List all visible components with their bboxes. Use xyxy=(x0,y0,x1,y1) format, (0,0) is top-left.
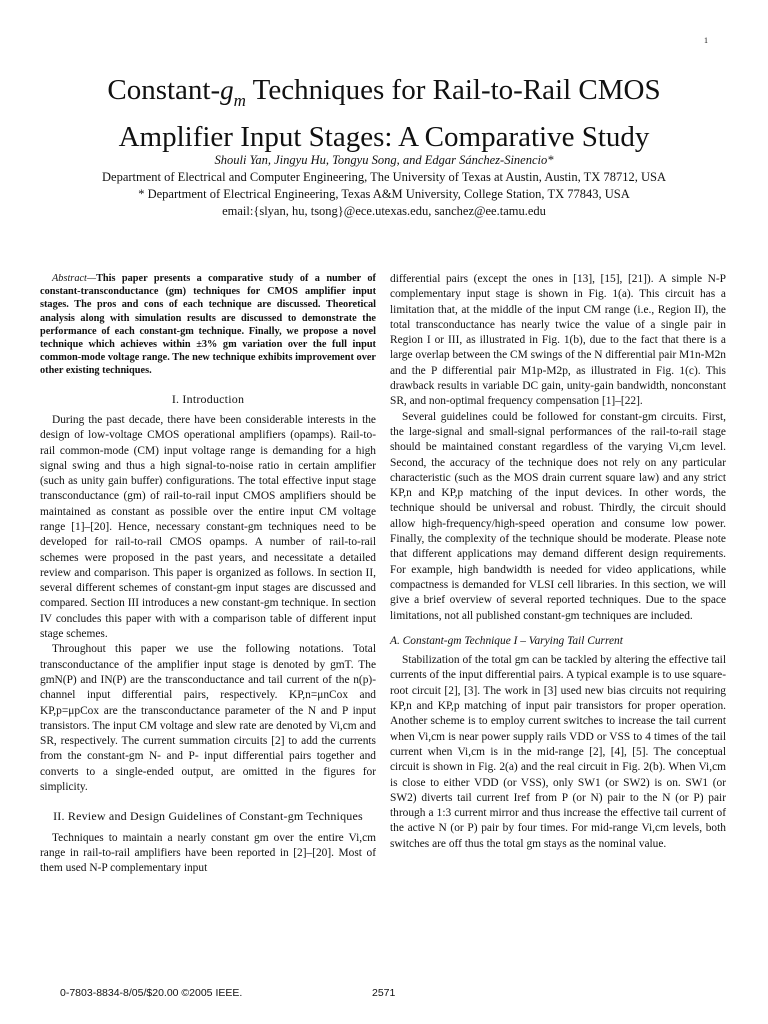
section-heading-introduction: I. Introduction xyxy=(171,391,245,406)
intro-paragraph-1: During the past decade, there have been considerable interests in the design of low-voltage CMOS operational amplifiers (opamps). Rail-to-rail common-mode (CM) input voltage range is demanding for a high signal swing and thus a high signal-to-noise ratio in certain amplifier (such as unity gain buffer) configurations. The total effective input stage transconductance (gm) of rail-to-rail input CMOS amplifiers should be maintained as constant as possible over the entire input CM voltage range [1]–[20]. Hence, necessary constant-gm techniques need to be developed for rail-to-rail CMOS opamps. A number of rail-to-rail schemes were proposed in the past years, and necessitate a detailed review and comparison. This paper is organized as follows. In section II, several different schemes of constant-gm input stages are discussed and compared. Section III introduces a new constant-gm technique. In section IV concludes this paper with with a comparison table of different input stage schemes. xyxy=(40,413,376,641)
page-number: 1 xyxy=(704,36,708,45)
intro-paragraph-2: Throughout this paper we use the following notations. Total transconductance of the amplifier input stage is denoted by gmT. The gmN(P) and IN(P) are the transconductance and tail current of the n(p)-channel input differential pairs, respectively. KP,n=μnCox and KP,p=μpCox are the transconductance parameter of the N and P input transistors. The input CM voltage and slew rate are denoted by Vi,cm and SR, respectively. The current summation circuits [2] to add the currents from the constant-gm N- and P- input differential pairs together and converts to a single-ended output, are omitted in the figures for simplicity. xyxy=(40,643,376,794)
left-column xyxy=(40,272,376,877)
right-column xyxy=(390,272,726,852)
review-paragraph-1-cont: differential pairs (except the ones in [13], [15], [21]). A simple N-P complementary input stage is shown in Fig. 1(a). This circuit has a limitation that, at the middle of the input CM range (i.e., Region II), the total transconductance has nearly twice the value of a single pair in Region I or III, as illustrated in Fig. 1(b), due to the fact that there is a large overlap between the CM swings of the N differential pair M1n-M2n and the P differential pair M1p-M2p, as illustrated in Fig. 1(c). This drawback results in variable DC gain, unity-gain bandwidth, nonconstant SR, and non-optimal frequency compensation [1]–[22]. xyxy=(390,273,726,408)
author-emails: email:{slyan, hu, tsong}@ece.utexas.edu, sanchez@ee.tamu.edu xyxy=(222,204,546,218)
review-paragraph-1-start: Techniques to maintain a nearly constant gm over the entire Vi,cm range in rail-to-rail amplifiers have been reported in [2]–[20]. Most of them used N-P complementary input xyxy=(40,831,376,875)
title-line2: Amplifier Input Stages: A Comparative Study xyxy=(118,120,650,153)
affiliation-ut-austin: Department of Electrical and Computer Engineering, The University of Texas at Austin, Austin, TX 78712, USA xyxy=(102,170,666,184)
author-list: Shouli Yan, Jingyu Hu, Tongyu Song, and Edgar Sánchez-Sinencio* xyxy=(214,153,554,167)
footer-page-number: 2571 xyxy=(372,987,396,999)
technique-1-paragraph: Stabilization of the total gm can be tackled by altering the effective tail currents of the input differential pairs. A typical example is to use square-root circuit [2], [3]. The work in [3] used new bias circuits not requiring KP,n and KP,p matching of input pair transistors for proper operation. Another scheme is to employ current switches to increase the tail current when Vi,cm is near power supply rails VDD or VSS to 4 times of the tail current when Vi,cm is in the mid-range [2], [4], [5]. The conceptual circuit is shown in Fig. 2(a) and the real circuit in Fig. 2(b). When Vi,cm is close to either VDD (or VSS), only SW1 (or SW2) is on. SW1 (or SW2) diverts tail current Iref from P (or N) pair to the N (or P) pair through a 1:3 current mirror and thus increase the effective tail current of the active N (or P) pair by four times. For mid-range Vi,cm levels, both switches are off thus the total gm stays as the nominal value. xyxy=(390,654,726,850)
affiliation-tamu: * Department of Electrical Engineering, Texas A&M University, College Station, TX 77843, USA xyxy=(138,187,630,201)
subsection-heading-technique-1: A. Constant-gm Technique I – Varying Tail Current xyxy=(390,634,623,647)
section-heading-review: II. Review and Design Guidelines of Constant-gm Techniques xyxy=(53,809,363,824)
abstract: Abstract—This paper presents a comparative study of a number of constant-transconductance (gm) techniques for CMOS amplifier input stages. The pros and cons of each technique are discussed. Theoretical analysis along with simulation results are discussed to demonstrate the performance of each constant-gm technique. Finally, we propose a novel technique which achieves within ±3% gm variation over the full input common-mode voltage range. The new technique exhibits improvement over other existing techniques. xyxy=(40,273,376,377)
title-line1: Constant-$g_m$ Techniques for Rail-to-Rail CMOS xyxy=(107,74,661,110)
copyright-footer: 0-7803-8834-8/05/$20.00 ©2005 IEEE. xyxy=(60,987,243,999)
review-paragraph-2: Several guidelines could be followed for constant-gm circuits. First, the large-signal and small-signal performances of the rail-to-rail stage should be maintained constant regardless of the varying Vi,cm level. Second, the accuracy of the technique does not rely on any particular characteristic (such as the MOS drain current square law) and any strict KP,n and KP,p matching of the input devices. In other words, the technique should be universal and robust. Thirdly, the circuit should allow high-frequency/high-speed operation and consume low power. Finally, the complexity of the technique should be moderate. Please note that different applications may demand different design requirements. For example, high bandwidth is needed for video applications, while compactness is demanded for VLSI cell libraries. In this section, we will give a brief overview of several reported techniques. Due to the space limitations, not all published constant-gm techniques are included. xyxy=(390,410,726,622)
paper-title xyxy=(0,72,768,155)
